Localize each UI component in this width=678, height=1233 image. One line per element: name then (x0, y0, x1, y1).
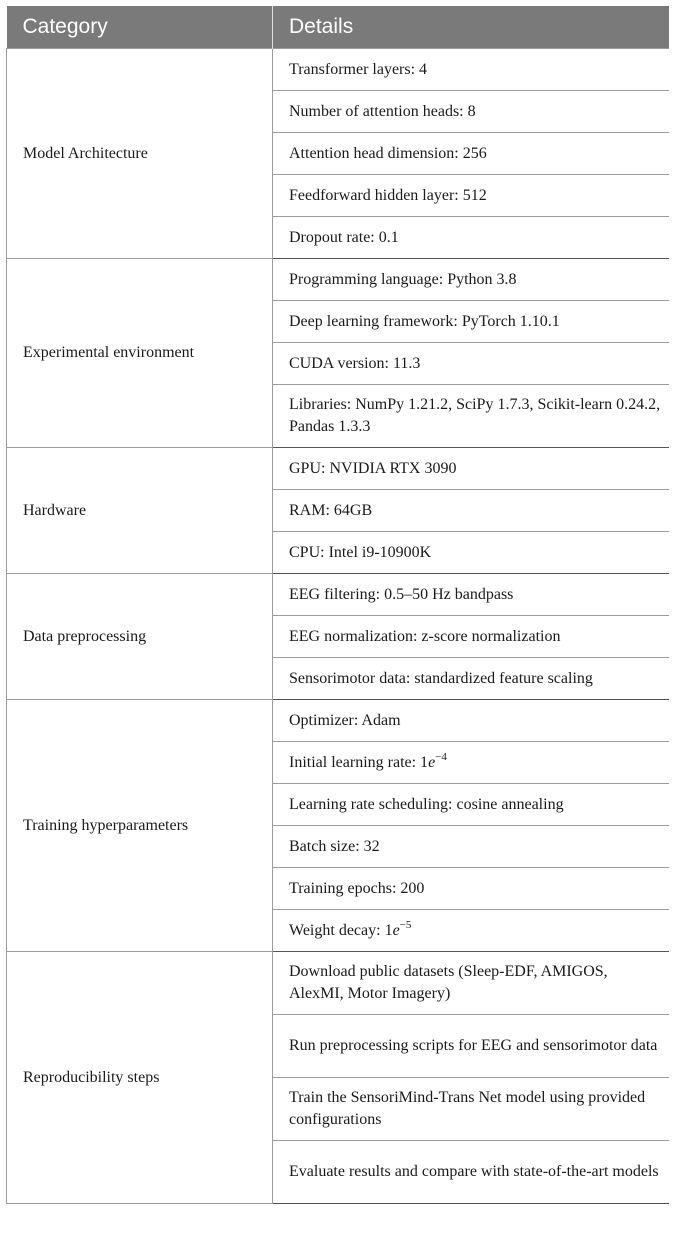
detail-cell: Libraries: NumPy 1.21.2, SciPy 1.7.3, Scikit-learn 0.24.2, Pandas 1.3.3 (273, 385, 669, 448)
detail-cell: Programming language: Python 3.8 (273, 259, 669, 301)
exponent-base: e (428, 753, 436, 771)
header-category: Category (7, 6, 273, 49)
detail-cell: EEG normalization: z-score normalization (273, 616, 669, 658)
category-cell: Experimental environment (7, 259, 273, 448)
category-cell: Training hyperparameters (7, 700, 273, 952)
detail-cell: Train the SensoriMind-Trans Net model using provided configurations (273, 1078, 669, 1141)
category-cell: Model Architecture (7, 49, 273, 259)
detail-cell: GPU: NVIDIA RTX 3090 (273, 448, 669, 490)
header-details: Details (273, 6, 669, 49)
detail-cell: Sensorimotor data: standardized feature scaling (273, 658, 669, 700)
category-cell: Data preprocessing (7, 574, 273, 700)
detail-cell (273, 910, 669, 952)
table-row (7, 700, 669, 742)
table-row (7, 952, 669, 1015)
detail-cell: CUDA version: 11.3 (273, 343, 669, 385)
detail-text: Weight decay: 1 (289, 921, 393, 939)
detail-cell: Batch size: 32 (273, 826, 669, 868)
detail-cell: Deep learning framework: PyTorch 1.10.1 (273, 301, 669, 343)
table-body (7, 49, 669, 1204)
detail-cell: CPU: Intel i9-10900K (273, 532, 669, 574)
exponent: −4 (435, 750, 447, 763)
detail-cell: Feedforward hidden layer: 512 (273, 175, 669, 217)
table-row (7, 49, 669, 91)
detail-cell: Evaluate results and compare with state-of-the-art models (273, 1141, 669, 1204)
detail-cell: EEG filtering: 0.5–50 Hz bandpass (273, 574, 669, 616)
detail-cell: Dropout rate: 0.1 (273, 217, 669, 259)
category-cell: Hardware (7, 448, 273, 574)
detail-cell: Optimizer: Adam (273, 700, 669, 742)
detail-cell: Learning rate scheduling: cosine annealing (273, 784, 669, 826)
detail-cell: Download public datasets (Sleep-EDF, AMIGOS, AlexMI, Motor Imagery) (273, 952, 669, 1015)
table-row (7, 574, 669, 616)
detail-cell: Training epochs: 200 (273, 868, 669, 910)
table-row (7, 259, 669, 301)
detail-cell: Attention head dimension: 256 (273, 133, 669, 175)
table-container (6, 6, 668, 1204)
exponent-base: e (392, 921, 400, 939)
detail-cell (273, 742, 669, 784)
detail-text: Initial learning rate: 1 (289, 753, 429, 771)
detail-cell: Run preprocessing scripts for EEG and sensorimotor data (273, 1015, 669, 1078)
configuration-table (6, 6, 669, 1204)
category-cell: Reproducibility steps (7, 952, 273, 1204)
table-row (7, 448, 669, 490)
detail-cell: RAM: 64GB (273, 490, 669, 532)
detail-cell: Number of attention heads: 8 (273, 91, 669, 133)
header-row (7, 6, 669, 49)
exponent: −5 (399, 918, 412, 931)
detail-cell: Transformer layers: 4 (273, 49, 669, 91)
